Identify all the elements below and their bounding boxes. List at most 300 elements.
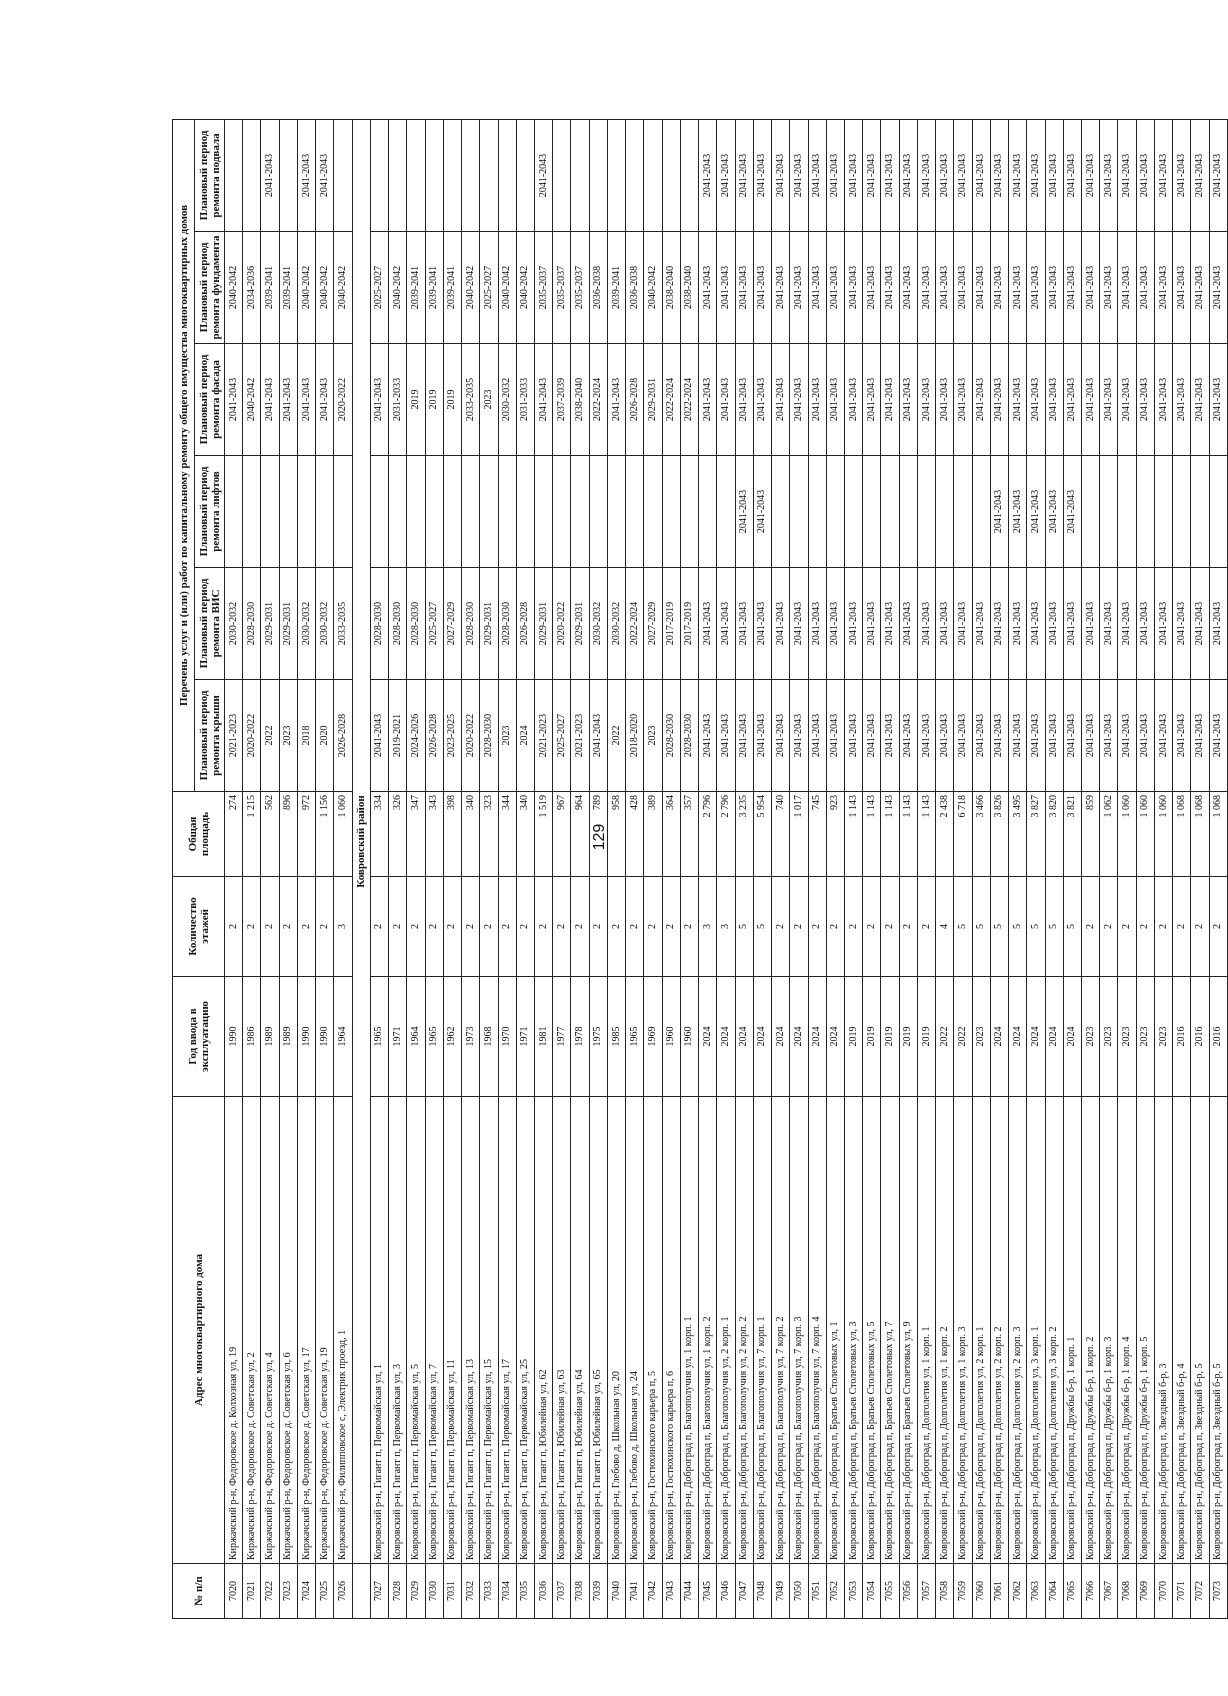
cell-facade: 2041-2043 bbox=[370, 344, 388, 456]
cell-facade: 2041-2043 bbox=[917, 344, 935, 456]
cell-year: 2023 bbox=[1136, 977, 1154, 1097]
cell-year: 2024 bbox=[772, 977, 790, 1097]
cell-roof: 2041-2043 bbox=[772, 680, 790, 792]
cell-floors: 2 bbox=[243, 877, 261, 977]
cell-vis: 2025-2027 bbox=[425, 568, 443, 680]
cell-foundation: 2039-2041 bbox=[443, 232, 461, 344]
cell-floors: 2 bbox=[644, 877, 662, 977]
cell-roof: 2041-2043 bbox=[1136, 680, 1154, 792]
cell-year: 2016 bbox=[1209, 977, 1227, 1097]
cell-basement bbox=[662, 119, 680, 231]
cell-address: Ковровский р-н, Доброград п, Дружбы б-р, 1 корп. 4 bbox=[1118, 1097, 1136, 1564]
cell-basement bbox=[243, 119, 261, 231]
cell-basement bbox=[571, 119, 589, 231]
cell-roof: 2023-2025 bbox=[443, 680, 461, 792]
cell-roof: 2041-2043 bbox=[1154, 680, 1172, 792]
cell-vis: 2028-2030 bbox=[462, 568, 480, 680]
cell-floors: 3 bbox=[334, 877, 352, 977]
cell-vis: 2028-2030 bbox=[407, 568, 425, 680]
cell-num: 7044 bbox=[680, 1564, 698, 1619]
cell-vis: 2041-2043 bbox=[1027, 568, 1045, 680]
cell-num: 7026 bbox=[334, 1564, 352, 1619]
cell-foundation: 2040-2042 bbox=[334, 232, 352, 344]
cell-num: 7053 bbox=[844, 1564, 862, 1619]
cell-facade: 2019 bbox=[407, 344, 425, 456]
cell-facade: 2040-2042 bbox=[243, 344, 261, 456]
cell-floors: 2 bbox=[808, 877, 826, 977]
cell-floors: 2 bbox=[1118, 877, 1136, 977]
cell-vis: 2029-2031 bbox=[571, 568, 589, 680]
cell-basement: 2041-2043 bbox=[1082, 119, 1100, 231]
cell-roof: 2022 bbox=[261, 680, 279, 792]
cell-floors: 2 bbox=[1082, 877, 1100, 977]
cell-area: 3 826 bbox=[990, 792, 1008, 877]
cell-facade: 2041-2043 bbox=[863, 344, 881, 456]
cell-num: 7030 bbox=[425, 1564, 443, 1619]
table-section bbox=[352, 119, 370, 1618]
cell-area: 344 bbox=[498, 792, 516, 877]
cell-floors: 2 bbox=[225, 877, 243, 977]
cell-facade: 2041-2043 bbox=[990, 344, 1008, 456]
cell-area: 3 827 bbox=[1027, 792, 1045, 877]
cell-foundation: 2041-2043 bbox=[699, 232, 717, 344]
cell-area: 896 bbox=[279, 792, 297, 877]
cell-address: Киржачский р-н, Федоровское д. Советская ул, 17 bbox=[297, 1097, 315, 1564]
cell-num: 7061 bbox=[990, 1564, 1008, 1619]
cell-year: 2023 bbox=[1154, 977, 1172, 1097]
header-group: Перечень услуг и (или) работ по капитальному ремонту общего имущества многоквартирных домов bbox=[173, 119, 195, 791]
header-address: Адрес многоквартирного дома bbox=[173, 1097, 225, 1564]
cell-floors: 5 bbox=[1009, 877, 1027, 977]
cell-basement bbox=[516, 119, 534, 231]
cell-floors: 2 bbox=[917, 877, 935, 977]
cell-year: 1990 bbox=[225, 977, 243, 1097]
table-row bbox=[644, 119, 662, 1618]
cell-roof: 2041-2043 bbox=[990, 680, 1008, 792]
cell-address: Ковровский р-н, Гостюхинского карьера п, 5 bbox=[644, 1097, 662, 1564]
cell-year: 1965 bbox=[626, 977, 644, 1097]
table-row bbox=[990, 119, 1008, 1618]
cell-area: 340 bbox=[462, 792, 480, 877]
table-row bbox=[899, 119, 917, 1618]
cell-foundation: 2041-2043 bbox=[936, 232, 954, 344]
cell-address: Ковровский р-н, Гигант п, Первомайская ул, 5 bbox=[407, 1097, 425, 1564]
cell-address: Ковровский р-н, Доброград п, Долголетия ул, 2 корп. 2 bbox=[990, 1097, 1008, 1564]
cell-roof: 2041-2043 bbox=[1063, 680, 1081, 792]
cell-roof: 2026-2028 bbox=[425, 680, 443, 792]
cell-address: Ковровский р-н, Гигант п, Юбилейная ул, 65 bbox=[589, 1097, 607, 1564]
cell-area: 389 bbox=[644, 792, 662, 877]
cell-lift bbox=[425, 456, 443, 568]
cell-basement: 2041-2043 bbox=[1027, 119, 1045, 231]
cell-foundation: 2039-2041 bbox=[425, 232, 443, 344]
cell-vis: 2033-2035 bbox=[334, 568, 352, 680]
cell-lift bbox=[261, 456, 279, 568]
cell-area: 326 bbox=[389, 792, 407, 877]
cell-floors: 5 bbox=[753, 877, 771, 977]
cell-roof: 2018 bbox=[297, 680, 315, 792]
table-row bbox=[972, 119, 990, 1618]
cell-address: Киржачский р-н, Федоровское д. Советская ул, 19 bbox=[316, 1097, 334, 1564]
header-foundation: Плановый период ремонта фундамента bbox=[195, 232, 225, 344]
cell-year: 2016 bbox=[1191, 977, 1209, 1097]
page-number: 129 bbox=[591, 823, 608, 851]
rotated-table-wrapper bbox=[172, 122, 1228, 1619]
cell-area: 3 235 bbox=[735, 792, 753, 877]
cell-foundation: 2041-2043 bbox=[1100, 232, 1118, 344]
cell-roof: 2021-2023 bbox=[225, 680, 243, 792]
header-num: № п/п bbox=[173, 1564, 225, 1619]
cell-vis: 2041-2043 bbox=[1045, 568, 1063, 680]
cell-basement: 2041-2043 bbox=[881, 119, 899, 231]
cell-year: 2019 bbox=[863, 977, 881, 1097]
cell-num: 7040 bbox=[607, 1564, 625, 1619]
cell-facade: 2041-2043 bbox=[1136, 344, 1154, 456]
cell-foundation: 2041-2043 bbox=[899, 232, 917, 344]
table-row bbox=[881, 119, 899, 1618]
cell-num: 7068 bbox=[1118, 1564, 1136, 1619]
capital-repair-table bbox=[172, 119, 1228, 1619]
cell-foundation: 2041-2043 bbox=[1173, 232, 1191, 344]
table-row bbox=[534, 119, 552, 1618]
cell-roof: 2018-2020 bbox=[626, 680, 644, 792]
cell-foundation: 2040-2042 bbox=[297, 232, 315, 344]
cell-year: 1970 bbox=[498, 977, 516, 1097]
cell-year: 1971 bbox=[516, 977, 534, 1097]
cell-facade: 2041-2043 bbox=[1082, 344, 1100, 456]
cell-basement bbox=[425, 119, 443, 231]
cell-foundation: 2038-2040 bbox=[662, 232, 680, 344]
cell-foundation: 2040-2042 bbox=[462, 232, 480, 344]
cell-lift bbox=[279, 456, 297, 568]
cell-foundation: 2034-2036 bbox=[243, 232, 261, 344]
cell-facade: 2041-2043 bbox=[899, 344, 917, 456]
cell-year: 1990 bbox=[297, 977, 315, 1097]
cell-address: Ковровский р-н, Глебово д, Школьная ул, 20 bbox=[607, 1097, 625, 1564]
cell-lift bbox=[462, 456, 480, 568]
cell-basement: 2041-2043 bbox=[1154, 119, 1172, 231]
cell-basement: 2041-2043 bbox=[1100, 119, 1118, 231]
table-row bbox=[443, 119, 461, 1618]
cell-basement bbox=[680, 119, 698, 231]
cell-basement: 2041-2043 bbox=[1063, 119, 1081, 231]
cell-roof: 2023 bbox=[498, 680, 516, 792]
cell-num: 7027 bbox=[370, 1564, 388, 1619]
cell-facade: 2041-2043 bbox=[1100, 344, 1118, 456]
cell-year: 2023 bbox=[1100, 977, 1118, 1097]
cell-roof: 2041-2043 bbox=[917, 680, 935, 792]
header-vis: Плановый период ремонта ВИС bbox=[195, 568, 225, 680]
cell-year: 2023 bbox=[972, 977, 990, 1097]
cell-area: 343 bbox=[425, 792, 443, 877]
cell-roof: 2041-2043 bbox=[1191, 680, 1209, 792]
cell-num: 7025 bbox=[316, 1564, 334, 1619]
cell-lift bbox=[243, 456, 261, 568]
cell-num: 7031 bbox=[443, 1564, 461, 1619]
cell-area: 3 495 bbox=[1009, 792, 1027, 877]
table-row bbox=[589, 119, 607, 1618]
cell-vis: 2041-2043 bbox=[772, 568, 790, 680]
cell-roof: 2019-2021 bbox=[389, 680, 407, 792]
cell-area: 1 068 bbox=[1173, 792, 1191, 877]
cell-foundation: 2041-2043 bbox=[990, 232, 1008, 344]
cell-vis: 2030-2032 bbox=[225, 568, 243, 680]
section-label: Ковровский район bbox=[352, 119, 370, 1563]
cell-area: 1 060 bbox=[334, 792, 352, 877]
cell-area: 3 820 bbox=[1045, 792, 1063, 877]
cell-address: Ковровский р-н, Доброград п, Благополучия ул, 1 корп. 1 bbox=[680, 1097, 698, 1564]
cell-floors: 2 bbox=[425, 877, 443, 977]
cell-basement: 2041-2043 bbox=[534, 119, 552, 231]
cell-lift bbox=[297, 456, 315, 568]
cell-basement: 2041-2043 bbox=[826, 119, 844, 231]
table-row bbox=[1136, 119, 1154, 1618]
cell-address: Киржачский р-н, Федоровское д. Советская ул, 6 bbox=[279, 1097, 297, 1564]
cell-vis: 2041-2043 bbox=[753, 568, 771, 680]
cell-floors: 2 bbox=[790, 877, 808, 977]
table-row bbox=[626, 119, 644, 1618]
cell-lift bbox=[607, 456, 625, 568]
header-facade: Плановый период ремонта фасада bbox=[195, 344, 225, 456]
cell-address: Ковровский р-н, Доброград п, Братьев Столетовых ул, 1 bbox=[826, 1097, 844, 1564]
cell-roof: 2020 bbox=[316, 680, 334, 792]
cell-area: 2 438 bbox=[936, 792, 954, 877]
cell-floors: 5 bbox=[1045, 877, 1063, 977]
cell-foundation: 2041-2043 bbox=[1045, 232, 1063, 344]
table-row bbox=[917, 119, 935, 1618]
cell-year: 2023 bbox=[1118, 977, 1136, 1097]
cell-year: 1965 bbox=[425, 977, 443, 1097]
cell-facade: 2038-2040 bbox=[571, 344, 589, 456]
cell-floors: 2 bbox=[589, 877, 607, 977]
cell-basement bbox=[589, 119, 607, 231]
cell-vis: 2041-2043 bbox=[936, 568, 954, 680]
cell-facade: 2041-2043 bbox=[826, 344, 844, 456]
table-row bbox=[1173, 119, 1191, 1618]
cell-facade: 2041-2043 bbox=[1118, 344, 1136, 456]
cell-facade: 2022-2024 bbox=[662, 344, 680, 456]
cell-area: 1 068 bbox=[1191, 792, 1209, 877]
cell-facade: 2023 bbox=[480, 344, 498, 456]
cell-facade: 2041-2043 bbox=[954, 344, 972, 456]
cell-roof: 2028-2030 bbox=[480, 680, 498, 792]
table-row bbox=[498, 119, 516, 1618]
cell-lift bbox=[316, 456, 334, 568]
cell-facade: 2022-2024 bbox=[680, 344, 698, 456]
cell-roof: 2024 bbox=[516, 680, 534, 792]
cell-facade: 2041-2043 bbox=[972, 344, 990, 456]
cell-basement: 2041-2043 bbox=[316, 119, 334, 231]
cell-area: 923 bbox=[826, 792, 844, 877]
table-row bbox=[462, 119, 480, 1618]
cell-facade: 2041-2043 bbox=[607, 344, 625, 456]
cell-basement bbox=[407, 119, 425, 231]
cell-lift bbox=[571, 456, 589, 568]
cell-area: 740 bbox=[772, 792, 790, 877]
cell-foundation: 2036-2038 bbox=[589, 232, 607, 344]
cell-basement bbox=[498, 119, 516, 231]
cell-area: 967 bbox=[553, 792, 571, 877]
cell-year: 2019 bbox=[844, 977, 862, 1097]
table-row bbox=[662, 119, 680, 1618]
cell-year: 1964 bbox=[334, 977, 352, 1097]
cell-address: Ковровский р-н, Доброград п, Благополучия ул, 2 корп. 2 bbox=[735, 1097, 753, 1564]
cell-address: Ковровский р-н, Доброград п, Дружбы б-р, 1 корп. 1 bbox=[1063, 1097, 1081, 1564]
cell-year: 1978 bbox=[571, 977, 589, 1097]
cell-lift bbox=[1136, 456, 1154, 568]
cell-roof: 2041-2043 bbox=[899, 680, 917, 792]
cell-floors: 2 bbox=[881, 877, 899, 977]
cell-vis: 2041-2043 bbox=[844, 568, 862, 680]
cell-year: 2016 bbox=[1173, 977, 1191, 1097]
cell-vis: 2041-2043 bbox=[735, 568, 753, 680]
cell-area: 789 bbox=[589, 792, 607, 877]
cell-foundation: 2041-2043 bbox=[881, 232, 899, 344]
cell-roof: 2041-2043 bbox=[936, 680, 954, 792]
cell-area: 1 060 bbox=[1154, 792, 1172, 877]
cell-roof: 2041-2043 bbox=[826, 680, 844, 792]
cell-roof: 2024-2026 bbox=[407, 680, 425, 792]
cell-address: Ковровский р-н, Гигант п, Первомайская ул, 3 bbox=[389, 1097, 407, 1564]
table-row bbox=[863, 119, 881, 1618]
cell-vis: 2041-2043 bbox=[972, 568, 990, 680]
cell-foundation: 2025-2027 bbox=[480, 232, 498, 344]
cell-roof: 2041-2043 bbox=[863, 680, 881, 792]
cell-vis: 2030-2032 bbox=[607, 568, 625, 680]
cell-foundation: 2025-2027 bbox=[370, 232, 388, 344]
table-row bbox=[553, 119, 571, 1618]
header-lift: Плановый период ремонта лифтов bbox=[195, 456, 225, 568]
cell-floors: 2 bbox=[1173, 877, 1191, 977]
cell-lift bbox=[225, 456, 243, 568]
cell-vis: 2030-2032 bbox=[589, 568, 607, 680]
cell-num: 7055 bbox=[881, 1564, 899, 1619]
table-row bbox=[1082, 119, 1100, 1618]
cell-vis: 2027-2029 bbox=[644, 568, 662, 680]
cell-facade: 2041-2043 bbox=[1027, 344, 1045, 456]
cell-roof: 2023 bbox=[279, 680, 297, 792]
cell-basement: 2041-2043 bbox=[1118, 119, 1136, 231]
cell-facade: 2037-2039 bbox=[553, 344, 571, 456]
cell-address: Ковровский р-н, Доброград п, Благополучия ул, 7 корп. 2 bbox=[772, 1097, 790, 1564]
cell-area: 428 bbox=[626, 792, 644, 877]
cell-foundation: 2040-2042 bbox=[316, 232, 334, 344]
cell-year: 1965 bbox=[370, 977, 388, 1097]
cell-basement bbox=[389, 119, 407, 231]
cell-facade: 2026-2028 bbox=[626, 344, 644, 456]
cell-basement: 2041-2043 bbox=[699, 119, 717, 231]
cell-floors: 2 bbox=[480, 877, 498, 977]
cell-area: 972 bbox=[297, 792, 315, 877]
cell-basement: 2041-2043 bbox=[753, 119, 771, 231]
cell-num: 7059 bbox=[954, 1564, 972, 1619]
cell-address: Ковровский р-н, Доброград п, Долголетия ул, 2 корп. 3 bbox=[1009, 1097, 1027, 1564]
cell-num: 7036 bbox=[534, 1564, 552, 1619]
table-row bbox=[936, 119, 954, 1618]
cell-vis: 2041-2043 bbox=[1154, 568, 1172, 680]
cell-year: 2024 bbox=[808, 977, 826, 1097]
cell-address: Ковровский р-н, Доброград п, Братьев Столетовых ул, 5 bbox=[863, 1097, 881, 1564]
cell-year: 2023 bbox=[1082, 977, 1100, 1097]
cell-basement bbox=[480, 119, 498, 231]
table-row bbox=[243, 119, 261, 1618]
cell-roof: 2041-2043 bbox=[1118, 680, 1136, 792]
cell-floors: 2 bbox=[389, 877, 407, 977]
cell-num: 7051 bbox=[808, 1564, 826, 1619]
cell-lift bbox=[1191, 456, 1209, 568]
cell-num: 7041 bbox=[626, 1564, 644, 1619]
table-row bbox=[826, 119, 844, 1618]
cell-floors: 3 bbox=[717, 877, 735, 977]
table-row bbox=[279, 119, 297, 1618]
cell-lift bbox=[553, 456, 571, 568]
cell-basement bbox=[279, 119, 297, 231]
cell-lift bbox=[917, 456, 935, 568]
cell-area: 2 796 bbox=[699, 792, 717, 877]
cell-lift bbox=[662, 456, 680, 568]
cell-address: Ковровский р-н, Гигант п, Первомайская ул, 15 bbox=[480, 1097, 498, 1564]
cell-address: Ковровский р-н, Доброград п, Долголетия ул, 3 корп. 1 bbox=[1027, 1097, 1045, 1564]
cell-vis: 2041-2043 bbox=[1009, 568, 1027, 680]
cell-facade: 2041-2043 bbox=[844, 344, 862, 456]
header-roof: Плановый период ремонта крыши bbox=[195, 680, 225, 792]
cell-lift: 2041-2043 bbox=[990, 456, 1008, 568]
cell-address: Ковровский р-н, Доброград п, Дружбы б-р, 1 корп. 2 bbox=[1082, 1097, 1100, 1564]
cell-floors: 5 bbox=[1063, 877, 1081, 977]
cell-floors: 2 bbox=[443, 877, 461, 977]
cell-basement: 2041-2043 bbox=[917, 119, 935, 231]
cell-num: 7073 bbox=[1209, 1564, 1227, 1619]
table-row bbox=[790, 119, 808, 1618]
cell-lift bbox=[954, 456, 972, 568]
cell-basement: 2041-2043 bbox=[735, 119, 753, 231]
cell-floors: 2 bbox=[553, 877, 571, 977]
cell-basement bbox=[644, 119, 662, 231]
cell-floors: 2 bbox=[607, 877, 625, 977]
cell-foundation: 2039-2041 bbox=[407, 232, 425, 344]
cell-lift bbox=[680, 456, 698, 568]
cell-address: Ковровский р-н, Доброград п, Долголетия ул, 3 корп. 2 bbox=[1045, 1097, 1063, 1564]
cell-roof: 2041-2043 bbox=[1082, 680, 1100, 792]
cell-num: 7063 bbox=[1027, 1564, 1045, 1619]
table-row bbox=[370, 119, 388, 1618]
cell-num: 7022 bbox=[261, 1564, 279, 1619]
cell-facade: 2019 bbox=[443, 344, 461, 456]
cell-year: 2024 bbox=[990, 977, 1008, 1097]
cell-address: Ковровский р-н, Доброград п, Звездный б-р, 3 bbox=[1154, 1097, 1172, 1564]
cell-address: Ковровский р-н, Доброград п, Долголетия ул, 1 корп. 3 bbox=[954, 1097, 972, 1564]
cell-area: 1 017 bbox=[790, 792, 808, 877]
cell-roof: 2041-2043 bbox=[753, 680, 771, 792]
cell-foundation: 2035-2037 bbox=[571, 232, 589, 344]
cell-area: 398 bbox=[443, 792, 461, 877]
cell-lift bbox=[334, 456, 352, 568]
table-row bbox=[680, 119, 698, 1618]
cell-foundation: 2041-2043 bbox=[1063, 232, 1081, 344]
cell-lift: 2041-2043 bbox=[1045, 456, 1063, 568]
cell-roof: 2023 bbox=[644, 680, 662, 792]
cell-lift bbox=[589, 456, 607, 568]
cell-foundation: 2040-2042 bbox=[644, 232, 662, 344]
cell-num: 7021 bbox=[243, 1564, 261, 1619]
cell-address: Ковровский р-н, Доброград п, Долголетия ул, 1 корп. 1 bbox=[917, 1097, 935, 1564]
cell-vis: 2041-2043 bbox=[917, 568, 935, 680]
cell-num: 7062 bbox=[1009, 1564, 1027, 1619]
cell-lift bbox=[516, 456, 534, 568]
cell-num: 7067 bbox=[1100, 1564, 1118, 1619]
cell-vis: 2029-2031 bbox=[480, 568, 498, 680]
cell-lift bbox=[1100, 456, 1118, 568]
